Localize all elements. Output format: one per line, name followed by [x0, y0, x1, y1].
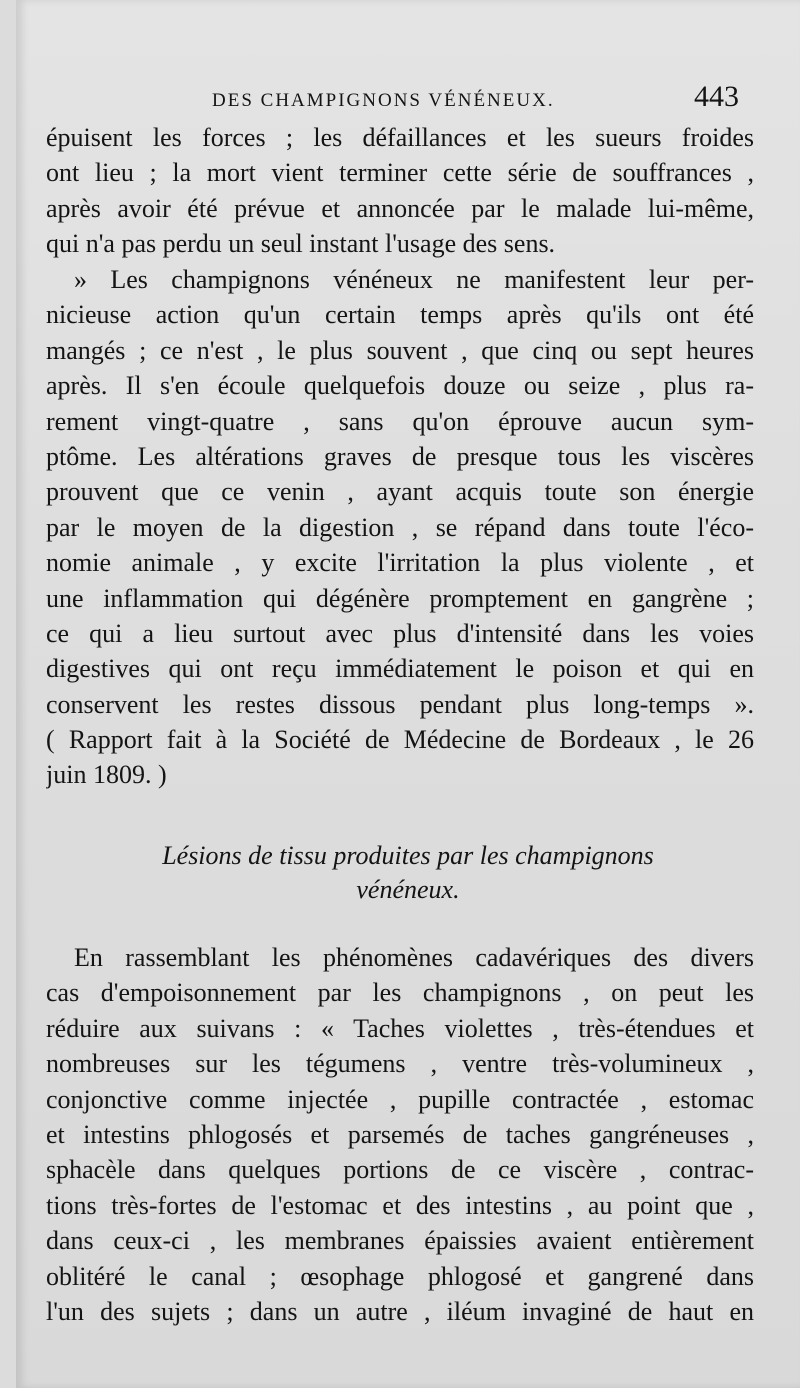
text-line: l'un des sujets ; dans un autre , iléum invaginé de haut en — [46, 1296, 754, 1326]
text-line: ont lieu ; la mort vient terminer cette série de souffrances , — [46, 158, 754, 188]
text-line: ( Rapport fait à la Société de Médecine de Bordeaux , le 26 — [46, 725, 754, 755]
text-line: En rassemblant les phénomènes cadavériques des divers — [74, 943, 754, 972]
paragraph-quotation — [46, 262, 754, 793]
paragraph-continued — [46, 120, 754, 262]
text-line: par le moyen de la digestion , se répand dans toute l'éco- — [46, 512, 754, 542]
text-line: » Les champignons vénéneux ne manifestent leur per- — [74, 265, 754, 294]
text-line: sphacèle dans quelques portions de ce viscère , contrac- — [46, 1155, 754, 1185]
text-line: nombreuses sur les tégumens , ventre très-volumineux , — [46, 1049, 754, 1079]
text-line: juin 1809. ) — [46, 760, 167, 790]
text-line: épuisent les forces ; les défaillances et les sueurs froides — [46, 123, 754, 152]
text-line: nicieuse action qu'un certain temps après qu'ils ont été — [46, 300, 754, 330]
text-line: cas d'empoisonnement par les champignons , on peut les — [46, 978, 754, 1008]
book-page — [16, 0, 800, 1388]
page-header — [16, 80, 800, 120]
text-line: mangés ; ce n'est , le plus souvent , que cinq ou sept heures — [46, 335, 754, 365]
paragraph-lesions — [46, 940, 754, 1329]
running-head: DES CHAMPIGNONS VÉNÉNEUX. — [212, 90, 555, 111]
text-line: nomie animale , y excite l'irritation la plus violente , et — [46, 548, 754, 578]
text-line: qui n'a pas perdu un seul instant l'usage des sens. — [46, 229, 556, 259]
text-line: et intestins phlogosés et parsemés de taches gangréneuses , — [46, 1119, 754, 1149]
page-number: 443 — [694, 80, 739, 113]
text-line: conjonctive comme injectée , pupille contractée , estomac — [46, 1084, 754, 1114]
section-heading-line-1: Lésions de tissu produites par les champignons — [162, 841, 654, 870]
text-line: réduire aux suivans : « Taches violettes , très-étendues et — [46, 1013, 754, 1043]
text-line: digestives qui ont reçu immédiatement le poison et qui en — [46, 654, 754, 684]
text-line: dans ceux-ci , les membranes épaissies avaient entièrement — [46, 1226, 754, 1256]
text-line: après. Il s'en écoule quelquefois douze ou seize , plus ra- — [46, 371, 754, 401]
text-line: conservent les restes dissous pendant plus long-temps ». — [46, 689, 754, 719]
text-line: oblitéré le canal ; œsophage phlogosé et gangrené dans — [46, 1261, 754, 1291]
text-line: après avoir été prévue et annoncée par le malade lui-même, — [46, 193, 754, 223]
section-heading-line-2: vénéneux. — [356, 875, 460, 904]
text-line: rement vingt-quatre , sans qu'on éprouve aucun sym- — [46, 406, 754, 436]
text-line: ce qui a lieu surtout avec plus d'intensité dans les voies — [46, 618, 754, 648]
text-line: ptôme. Les altérations graves de presque tous les viscères — [46, 441, 754, 471]
text-line: prouvent que ce venin , ayant acquis toute son énergie — [46, 477, 754, 507]
text-line: une inflammation qui dégénère promptement en gangrène ; — [46, 583, 754, 613]
text-line: tions très-fortes de l'estomac et des intestins , au point que , — [46, 1190, 754, 1220]
